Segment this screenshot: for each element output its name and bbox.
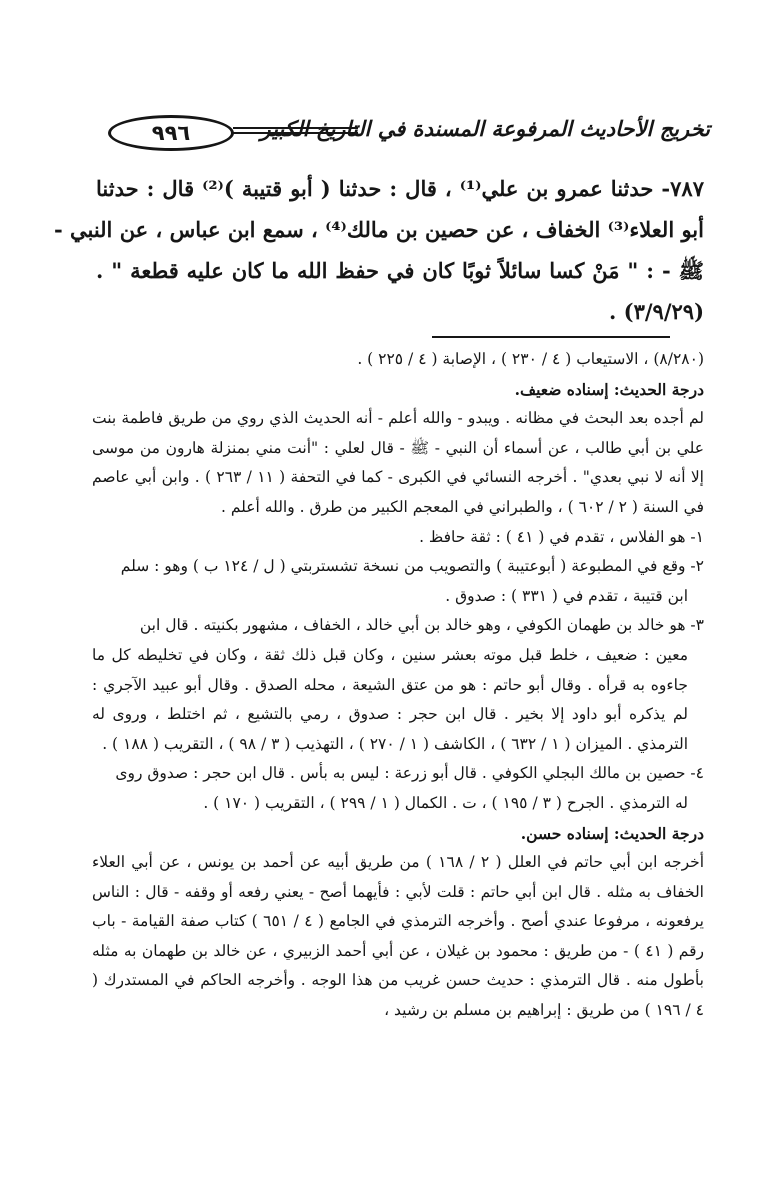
running-header: [100, 112, 710, 152]
footnote-4-continued: له الترمذي . الجرح ( ٣ / ١٩٥ ) ، ت . الكمال ( ١ / ٢٩٩ ) ، التقريب ( ١٧٠ ) .: [203, 793, 688, 812]
running-title: تخريج الأحاديث المرفوعة المسندة في التاريخ الكبير: [260, 116, 710, 141]
hadith-text: [53, 168, 704, 332]
footnote-1: ١- هو الفلاس ، تقدم في ( ٤١ ) : ثقة حافظ .: [419, 527, 704, 546]
footnote-separator: [432, 336, 670, 338]
grade-heading: درجة الحديث: إسناده حسن.: [520, 823, 704, 843]
commentary-paragraph: أخرجه ابن أبي حاتم في العلل ( ٢ / ١٦٨ ) من طريق أبيه عن أحمد بن يونس ، عن أبي العلاء الخفاف به مثله . قال ابن أبي حاتم : قلت لأبي : فأيهما أصح - يعني رفعه أو وقفه - قال : الناس يرفعونه ، مرفوعا عندي أصح . وأخرجه الترمذي في الجامع ( ٤ / ٦٥١ ) كتاب صفة القيامة - باب رقم ( ٤١ ) - من طريق : محمود بن غيلان ، عن أبي أحمد الزبيري ، عن خالد بن طهمان به مثله بأطول منه . قال الترمذي : حديث حسن غريب من هذا الوجه . وأخرجه الحاكم في المستدرك ( ٤ / ١٩٦ ) من طريق : إبراهيم بن مسلم بن رشيد ،: [92, 853, 705, 1020]
hadith-line: ﷺ - : " مَنْ كسا سائلاً ثوبًا كان في حفظ الله ما كان عليه قطعة " .: [96, 258, 704, 283]
footnote-3: ٣- هو خالد بن طهمان الكوفي ، وهو خالد بن أبي خالد ، الخفاف ، مشهور بكنيته . قال ابن: [139, 616, 704, 635]
page-number-badge: [108, 115, 234, 151]
footnote-continuation: (٨/٢٨٠) ، الاستيعاب ( ٤ / ٢٣٠ ) ، الإصابة ( ٤ / ٢٢٥ ) .: [357, 350, 704, 368]
footnote-2-continued: ابن قتيبة ، تقدم في ( ٣٣١ ) : صدوق .: [445, 586, 688, 605]
footnote-3-continued: معين : ضعيف ، خلط قبل موته بعشر سنين ، وكان قبل ذلك ثقة ، وكان في تخليطه كل ما جاءوه به قرأه . وقال أبو حاتم : هو من عتق الشيعة ، محله الصدق . وقال أبو عبيد الآجري : لم يذكره أبو داود إلا بخير . قال ابن حجر : صدوق ، رمي بالتشيع ، ثم اختلط ، وروى له الترمذي . الميزان ( ١ / ٦٣٢ ) ، الكاشف ( ١ / ٢٧٠ ) ، التهذيب ( ٣ / ٩٨ ) ، التقريب ( ١٨٨ ) .: [92, 645, 688, 753]
footnotes: [92, 345, 704, 1026]
commentary-paragraph: لم أجده بعد البحث في مظانه . ويبدو - والله أعلم - أنه الحديث الذي روي من طريق فاطمة بنت علي بن أبي طالب ، عن أسماء أن النبي - ﷺ - قال لعلي : "أنت مني بمنزلة هارون من موسى إلا أنه لا نبي بعدي" . أخرجه النسائي في الكبرى - كما في التحفة ( ١١ / ٢٦٣ ) . وابن أبي عاصم في السنة ( ٢ / ٦٠٢ ) ، والطبراني في المعجم الكبير من طرق . والله أعلم .: [92, 409, 704, 516]
grade-heading: درجة الحديث: إسناده ضعيف.: [514, 379, 704, 399]
footnote-4: ٤- حصين بن مالك البجلي الكوفي . قال أبو زرعة : ليس به بأس . قال ابن حجر : صدوق روى: [115, 764, 704, 783]
hadith-line: ٧٨٧- حدثنا عمرو بن علي⁽¹⁾ ، قال : حدثنا ( أبو قتيبة )⁽²⁾ قال : حدثنا: [96, 176, 704, 201]
hadith-line: أبو العلاء⁽³⁾ الخفاف ، عن حصين بن مالك⁽⁴⁾ ، سمع ابن عباس ، عن النبي -: [53, 217, 704, 242]
hadith-line: (٣/٩/٢٩) .: [609, 299, 704, 324]
footnote-2: ٢- وقع في المطبوعة ( أبوعتيبة ) والتصويب من نسخة تشستربتي ( ل / ١٢٤ ب ) وهو : سلم: [120, 557, 704, 576]
page-number: ٩٩٦: [151, 121, 191, 145]
